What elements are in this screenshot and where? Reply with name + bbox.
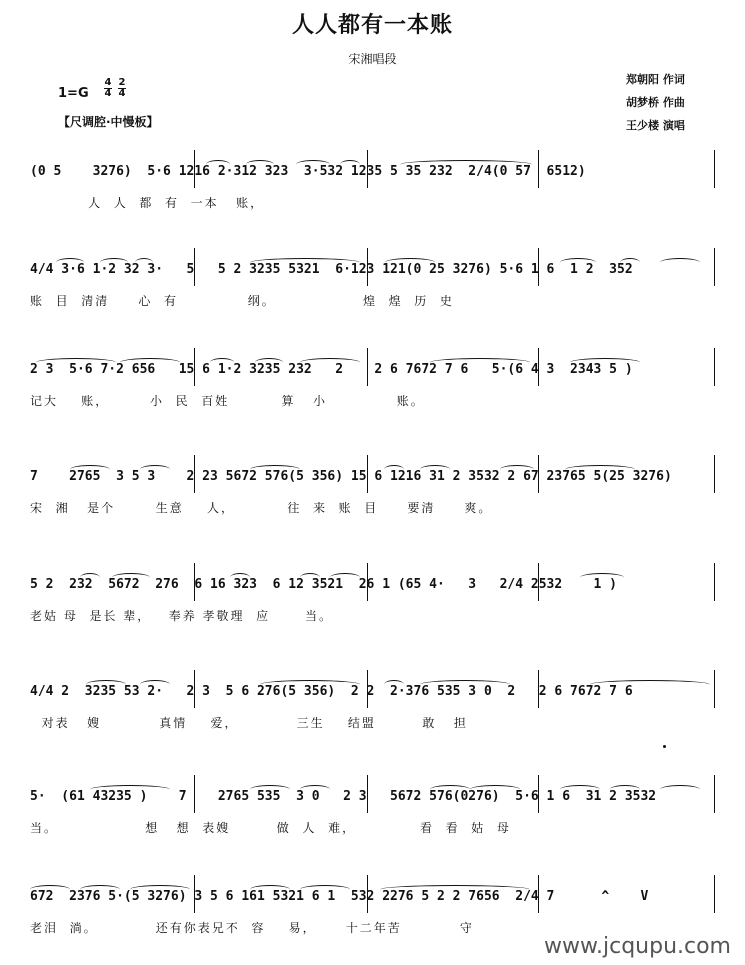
notes-line-3: 2 3 5·6 7·2 656 15 6 1·2 3235 232 2 2 6 7672 7 6 5·(6 4 3 2343 5 ) <box>30 362 633 377</box>
notes-line-2: 4/4 3·6 1·2 32 3· 5 5 2 3235 5321 6·123 121(0 25 3276) 5·6 1 6 1 2 352 <box>30 262 633 277</box>
notes-line-7: 5· (61 43235 ) 7 2765 535 3 0 2 3 5672 576(0276) 5·6 1 6 31 2 3532 <box>30 789 657 804</box>
tempo-mode: 【尺调腔·中慢板】 <box>58 115 159 129</box>
key-signature: 1=G <box>58 86 89 101</box>
singer-credit: 王少楼 演唱 <box>626 119 685 132</box>
watermark: www.jcqupu.com <box>544 934 731 959</box>
stray-dot <box>663 745 666 748</box>
notes-line-5: 5 2 232 5672 276 6 16 323 6 12 3521 26 1 (65 4· 3 2/4 2532 1 ) <box>30 577 617 592</box>
notes-line-1: (0 5 3276) 5·6 1216 2·312 323 3·532 1235 5 35 232 2/4(0 57 6512) <box>30 164 586 179</box>
credits <box>626 68 685 137</box>
time-sig-2-4: $\frac{2}{4}$ <box>118 77 126 99</box>
lyricist-credit: 郑朝阳 作词 <box>626 73 685 86</box>
notes-line-8: 672 2376 5·(5 3276) 3 5 6 161 5321 6 1 532 2276 5 2 2 7656 2/4 7 ^ V <box>30 889 649 904</box>
lyrics-line-5: 老姑 母 是长 辈， 奉养 孝敬理 应 当。 <box>30 609 334 623</box>
song-title: 人人都有一本账 <box>291 13 453 38</box>
lyrics-line-3: 记大 账， 小 民 百姓 算 小 账。 <box>30 394 425 408</box>
time-sig-4-4: $\frac{4}{4}$ <box>104 77 112 99</box>
lyrics-line-1: 人 人 都 有 一本 账， <box>30 196 265 210</box>
composer-credit: 胡梦桥 作曲 <box>626 96 685 109</box>
time-signatures <box>104 78 126 99</box>
lyrics-line-4: 宋 湘 是个 生意 人， 往 来 账 目 要清 爽。 <box>30 501 493 515</box>
notes-line-6: 4/4 2 3235 53 2· 2 3 5 6 276(5 356) 2 2 2·376 535 3 0 2 2 6 7672 7 6 <box>30 684 633 699</box>
lyrics-line-7: 当。 想 想 表嫂 做 人 难， 看 看 姑 母 <box>30 821 511 835</box>
lyrics-line-6: 对表 嫂 真情 爱， 三生 结盟 敢 担 <box>30 716 468 730</box>
notes-line-4: 7 2765 3 5 3 2 23 5672 576(5 356) 15 6 1216 31 2 3532 2 67 23765 5(25 3276) <box>30 469 672 484</box>
lyrics-line-8: 老泪 淌。 还有你表兄不 容 易， 十二年苦 守 <box>30 921 474 935</box>
song-subtitle: 宋湘唱段 <box>348 52 397 66</box>
lyrics-line-2: 账 目 清清 心 有 纲。 煌 煌 历 史 <box>30 294 454 308</box>
